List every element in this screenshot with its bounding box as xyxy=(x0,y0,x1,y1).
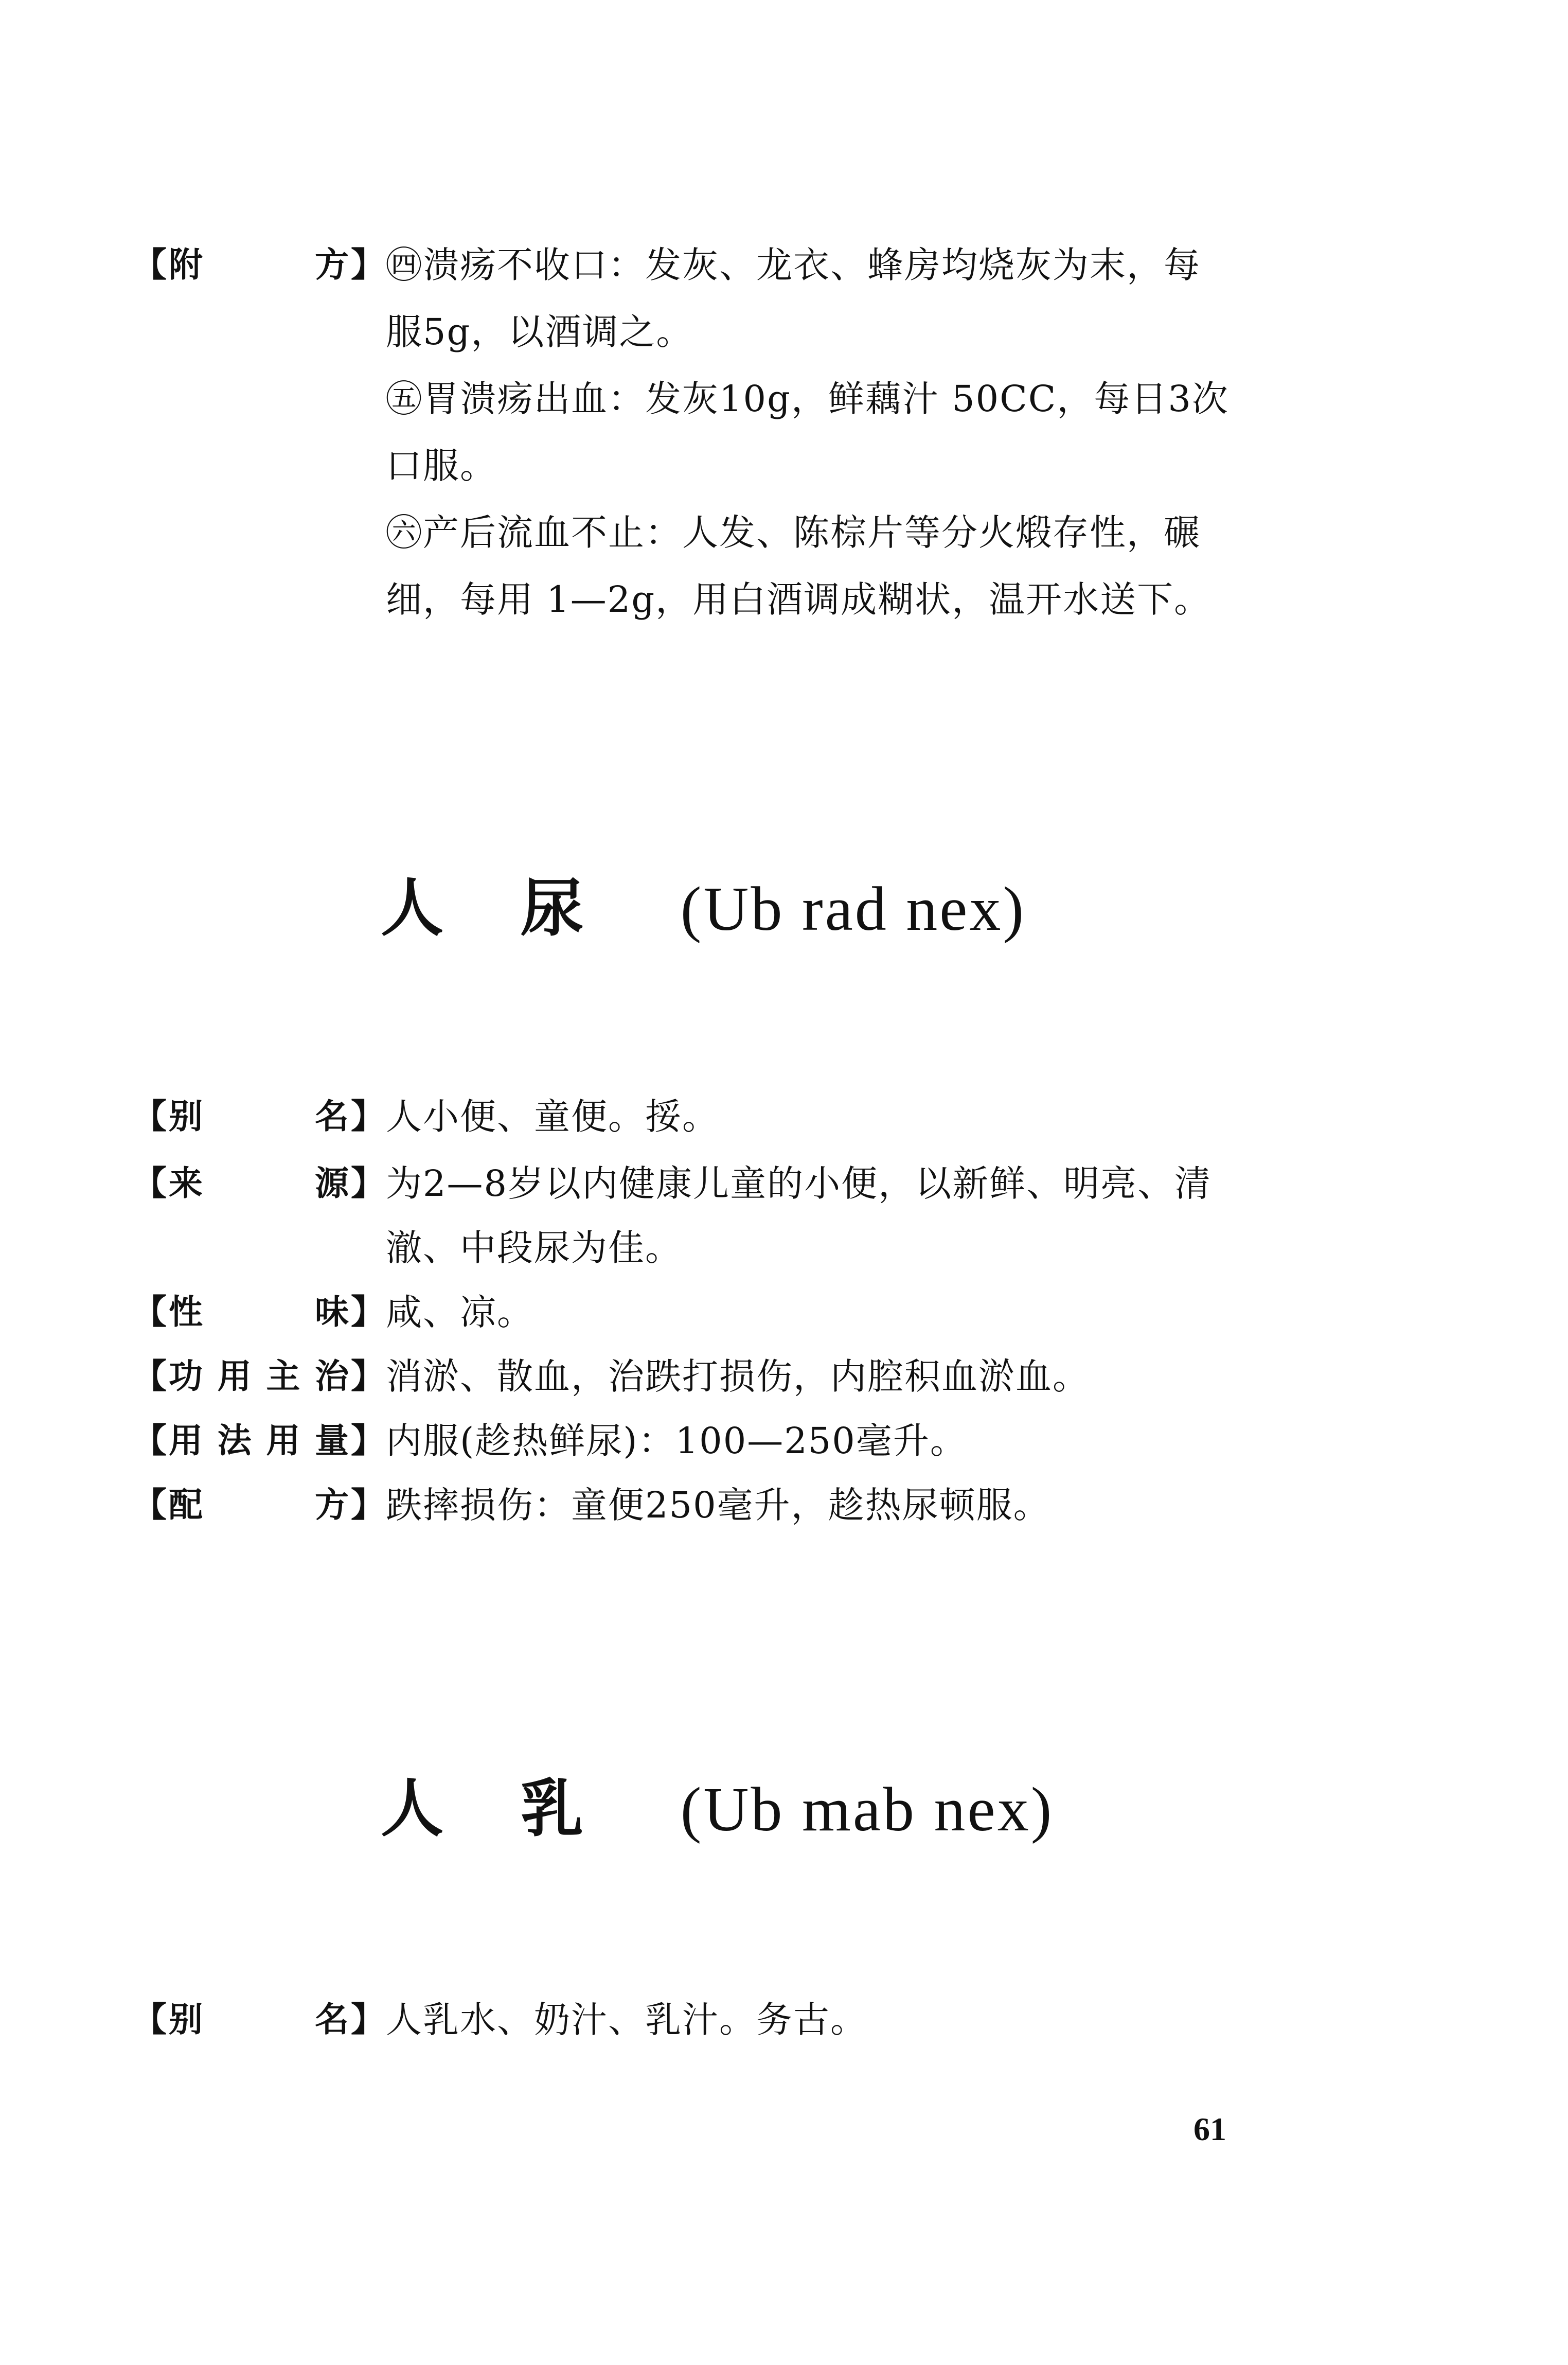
fufang-line: ㊃溃疡不收口：发灰、龙衣、蜂房均烧灰为末，每 xyxy=(386,244,1201,286)
field-text-source: 为2—8岁以内健康儿童的小便，以新鲜、明亮、清 xyxy=(386,1162,1212,1205)
field-text-dosage: 内服(趁热鲜尿)：100—250毫升。 xyxy=(386,1420,967,1462)
field-text-source: 澈、中段尿为佳。 xyxy=(386,1227,682,1269)
field-text-function: 消淤、散血，治跌打损伤，内腔积血淤血。 xyxy=(386,1355,1090,1398)
field-label-fufang: 【 附 方 】 xyxy=(133,245,385,285)
fufang-line: ㊅产后流血不止：人发、陈棕片等分火煅存性，碾 xyxy=(386,511,1201,554)
field-label-alias: 【 别 名 】 xyxy=(133,2000,385,2039)
fufang-line: 服5g，以酒调之。 xyxy=(386,311,693,353)
page-number: 61 xyxy=(1193,2111,1226,2147)
field-label-function: 【 功 用 主 治 】 xyxy=(133,1356,385,1396)
entry-title-roman: (Ub rad nex) xyxy=(680,874,1026,944)
field-text-alias: 人小便、童便。挼。 xyxy=(386,1096,719,1138)
entry-title-roman: (Ub mab nex) xyxy=(680,1775,1054,1844)
field-label-prescription: 【 配 方 】 xyxy=(133,1485,385,1525)
fufang-line: ㊄胃溃疡出血：发灰10g，鲜藕汁 50CC，每日3次 xyxy=(386,378,1229,420)
field-text-alias: 人乳水、奶汁、乳汁。务古。 xyxy=(386,1999,867,2041)
entry-title-han: 人尿 xyxy=(381,872,661,945)
field-label-alias: 【 别 名 】 xyxy=(133,1097,385,1136)
entry-title-han: 人乳 xyxy=(381,1772,661,1845)
entry-heading-milk xyxy=(381,1770,1054,1848)
fufang-line: 口服。 xyxy=(386,445,497,487)
entry-heading-urine xyxy=(381,870,1026,948)
field-label-source: 【 来 源 】 xyxy=(133,1163,385,1203)
field-label-nature: 【 性 味 】 xyxy=(133,1292,385,1332)
field-text-prescription: 跌摔损伤：童便250毫升，趁热尿顿服。 xyxy=(386,1484,1050,1526)
fufang-line: 细，每用 1—2g，用白酒调成糊状，温开水送下。 xyxy=(386,578,1211,621)
field-label-dosage: 【 用 法 用 量 】 xyxy=(133,1421,385,1460)
field-text-nature: 咸、凉。 xyxy=(386,1291,534,1333)
